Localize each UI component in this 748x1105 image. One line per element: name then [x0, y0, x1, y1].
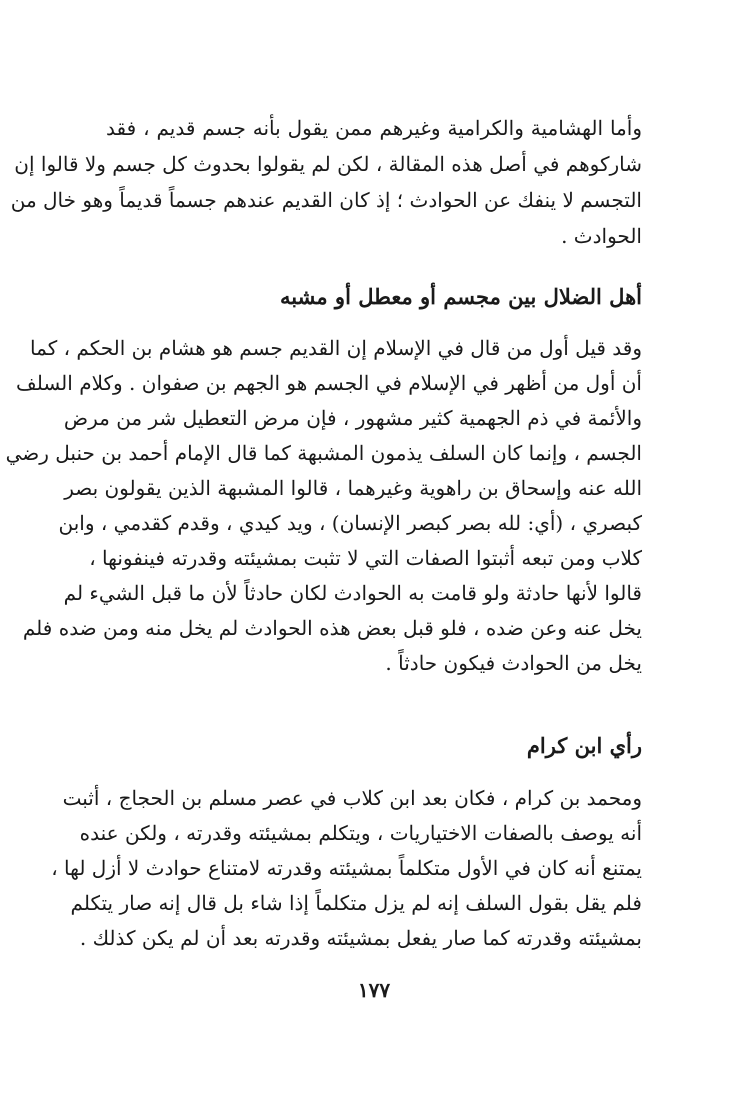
text-line: أن أول من أظهر في الإسلام في الجسم هو الجهم بن صفوان . وكلام السلف — [16, 371, 642, 395]
text-line: بمشيئته وقدرته كما صار يفعل بمشيئته وقدرته بعد أن لم يكن كذلك . — [79, 926, 642, 950]
text-line: وقد قيل أول من قال في الإسلام إن القديم جسم هو هشام بن الحكم ، كما — [30, 336, 642, 360]
text-line: أنه يوصف بالصفات الاختياريات ، ويتكلم بمشيئته وقدرته ، ولكن عنده — [79, 821, 642, 845]
section-heading: أهل الضلال بين مجسم أو معطل أو مشبه — [280, 284, 642, 309]
text-line: يخل من الحوادث فيكون حادثاً . — [385, 651, 642, 675]
text-line: يمتنع أنه كان في الأول متكلماً بمشيئته وقدرته لامتناع حوادث لا أزل لها ، — [51, 856, 642, 880]
section-heading: رأي ابن كرام — [526, 733, 642, 758]
text-line: كبصري ، (أي: لله بصر كبصر الإنسان) ، ويد كيدي ، وقدم كقدمي ، وابن — [58, 511, 642, 535]
text-line: يخل عنه وعن ضده ، فلو قبل بعض هذه الحوادث لم يخل منه ومن ضده فلم — [22, 616, 642, 640]
text-line: كلاب ومن تبعه أثبتوا الصفات التي لا تثبت بمشيئته وقدرته فينفونها ، — [89, 546, 642, 570]
text-line: الجسم ، وإنما كان السلف يذمون المشبهة كما قال الإمام أحمد بن حنبل رضي — [5, 441, 642, 465]
text-line: وأما الهشامية والكرامية وغيرهم ممن يقول بأنه جسم قديم ، فقد — [106, 116, 642, 140]
text-line: الله عنه وإسحاق بن راهوية وغيرهما ، قالوا المشبهة الذين يقولون بصر — [64, 476, 642, 500]
text-line: التجسم لا ينفك عن الحوادث ؛ إذ كان القديم عندهم جسماً قديماً وهو خال من — [10, 188, 642, 212]
text-line: قالوا لأنها حادثة ولو قامت به الحوادث لكان حادثاً لأن ما قبل الشيء لم — [63, 581, 642, 605]
text-line: والأئمة في ذم الجهمية كثير مشهور ، فإن مرض التعطيل شر من مرض — [63, 406, 642, 430]
text-line: الحوادث . — [561, 224, 642, 248]
text-line: فلم يقل بقول السلف إنه لم يزل متكلماً إذا شاء بل قال إنه صار يتكلم — [70, 891, 642, 915]
text-line: ومحمد بن كرام ، فكان بعد ابن كلاب في عصر مسلم بن الحجاج ، أثبت — [62, 786, 642, 810]
text-line: شاركوهم في أصل هذه المقالة ، لكن لم يقولوا بحدوث كل جسم ولا قالوا إن — [14, 152, 642, 176]
page-number: ١٧٧ — [357, 978, 391, 1002]
